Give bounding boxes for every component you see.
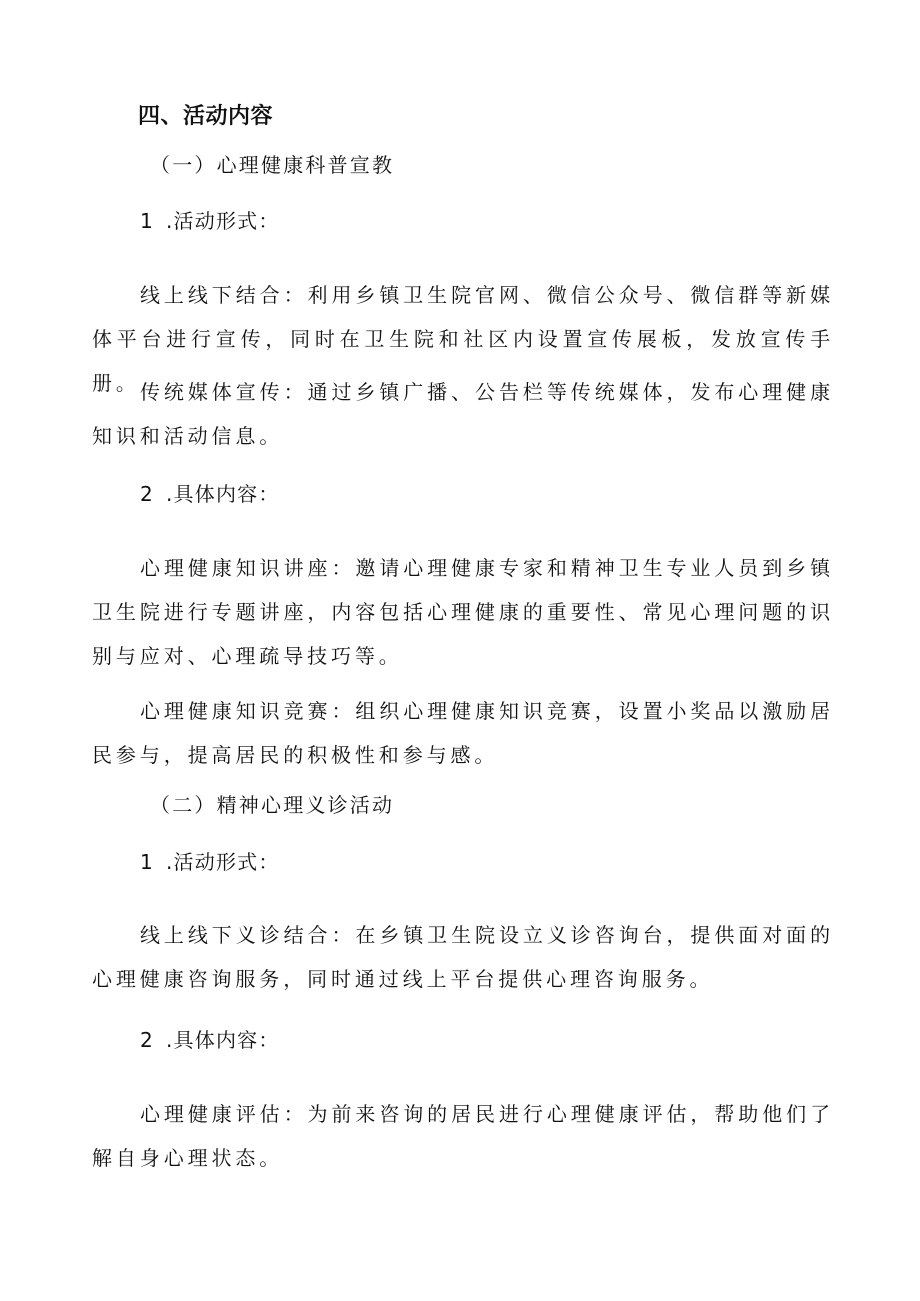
part1-content-paragraph-1: 心理健康知识讲座：邀请心理健康专家和精神卫生专业人员到乡镇卫生院进行专题讲座，内容包括心理健康的重要性、常见心理问题的识别与应对、心理疏导技巧等。 [92, 556, 834, 668]
part2-form-item [140, 848, 280, 876]
part2-content-item [140, 1026, 280, 1054]
item-number: 1 [140, 850, 154, 874]
part2-form-paragraph-1: 线上线下义诊结合：在乡镇卫生院设立义诊咨询台，提供面对面的心理健康咨询服务，同时通过线上平台提供心理咨询服务。 [92, 923, 834, 991]
part1-form-paragraph-1: 线上线下结合：利用乡镇卫生院官网、微信公众号、微信群等新媒体平台进行宣传，同时在卫生院和社区内设置宣传展板，发放宣传手册。 [92, 283, 834, 395]
part1-title: （一）心理健康科普宣教 [150, 153, 395, 177]
part1-content-paragraph-2: 心理健康知识竞赛：组织心理健康知识竞赛，设置小奖品以激励居民参与，提高居民的积极性和参与感。 [92, 699, 834, 767]
item-label: .活动形式： [166, 850, 280, 874]
part1-content-item [140, 480, 280, 508]
item-label: .具体内容： [166, 482, 280, 506]
part2-content-paragraph-1: 心理健康评估：为前来咨询的居民进行心理健康评估，帮助他们了解自身心理状态。 [92, 1102, 834, 1170]
item-number: 2 [140, 482, 154, 506]
item-label: .具体内容： [166, 1028, 280, 1052]
part1-form-item [140, 207, 280, 235]
item-number: 1 [140, 209, 154, 233]
part1-form-paragraph-2: 传统媒体宣传：通过乡镇广播、公告栏等传统媒体，发布心理健康知识和活动信息。 [92, 380, 834, 448]
section-heading: 四、活动内容 [138, 104, 274, 129]
part2-title: （二）精神心理义诊活动 [150, 793, 395, 817]
item-number: 2 [140, 1028, 154, 1052]
item-label: .活动形式： [166, 209, 280, 233]
